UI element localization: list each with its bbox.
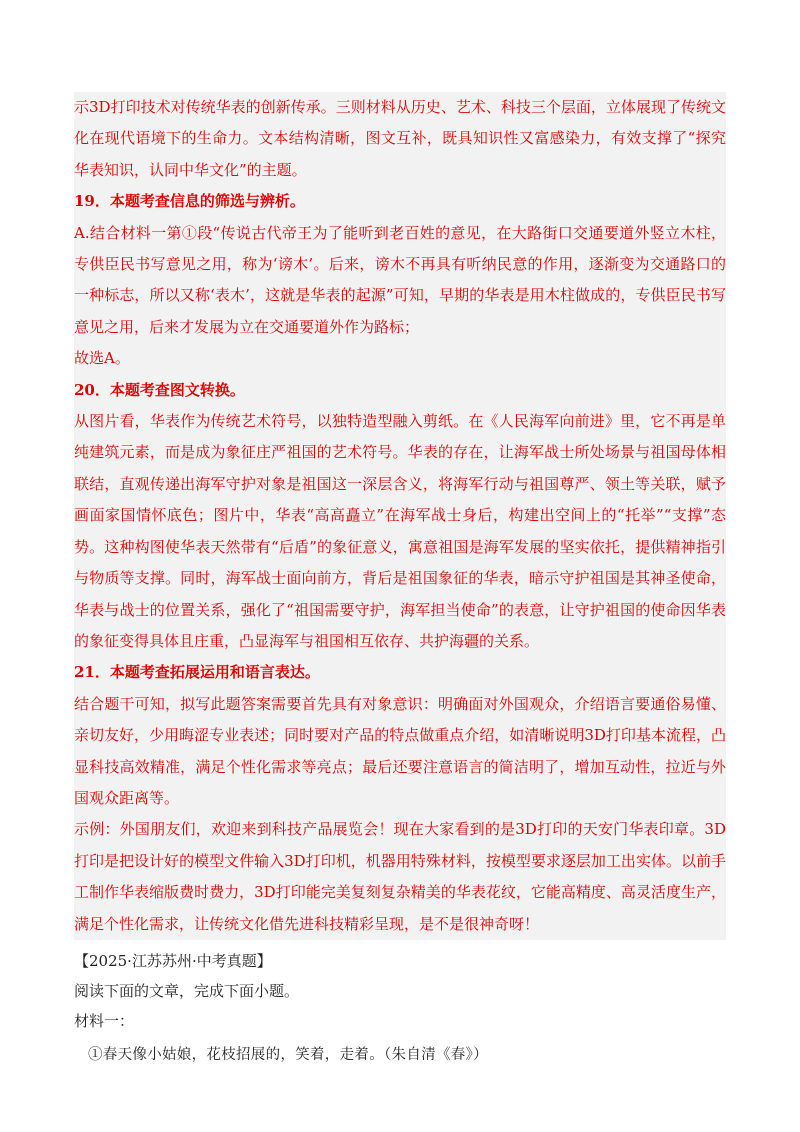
question-19-body: A.结合材料一第①段“传说古代帝王为了能听到老百姓的意见，在大路街口交通要道外竖立木柱，专供臣民书写意见之用，称为‘谤木’。后来，谤木不再具有听纳民意的作用，逐渐变为交通路口的一种标志，所以又称‘表木’，这就是华表的起源”可知，早期的华表是用木柱做成的，专供臣民书写意见之用，后来才发展为立在交通要道外作为路标； xyxy=(74,223,726,336)
question-19-choice: 故选A。 xyxy=(74,349,130,368)
page-content xyxy=(74,92,726,1070)
question-20-body: 从图片看，华表作为传统艺术符号，以独特造型融入剪纸。在《人民海军向前进》里，它不再是单纯建筑元素，而是成为象征庄严祖国的艺术符号。华表的存在，让海军战士所处场景与祖国母体相联结，直观传递出海军守护对象是祖国这一深层含义，将海军行动与祖国尊严、领土等关联，赋予画面家国情怀底色；图片中，华表“高高矗立”在海军战士身后，构建出空间上的“托举”“支撑”态势。这种构图使华表天然带有“后盾”的象征意义，寓意祖国是海军发展的坚实依托，提供精神指引与物质等支撑。同时，海军战士面向前方，背后是祖国象征的华表，暗示守护祖国是其神圣使命，华表与战士的位置关系，强化了“祖国需要守护，海军担当使命”的表意，让守护祖国的使命因华表的象征变得具体且庄重，凸显海军与祖国相互依存、共护海疆的关系。 xyxy=(74,412,726,650)
material-quote-line: ①春天像小姑娘，花枝招展的，笑着，走着。（朱自清《春》） xyxy=(88,1046,488,1063)
question-21-example: 示例：外国朋友们，欢迎来到科技产品展览会！现在大家看到的是3D打印的天安门华表印章。3D打印是把设计好的模型文件输入3D打印机，机器用特殊材料，按模型要求逐层加工出实体。以前手工制作华表缩版费时费力，3D打印能完美复刻复杂精美的华表花纹，它能高精度、高灵活度生产，满足个性化需求，让传统文化借先进科技精彩呈现，是不是很神奇呀！ xyxy=(74,820,726,933)
intro-paragraph: 示3D打印技术对传统华表的创新传承。三则材料从历史、艺术、科技三个层面，立体展现了传统文化在现代语境下的生命力。文本结构清晰，图文互补，既具知识性又富感染力，有效支撑了“探究华表知识，认同中华文化”的主题。 xyxy=(74,98,726,179)
answer-explanation-block xyxy=(74,92,726,940)
material-label: 材料一： xyxy=(74,1011,135,1030)
exam-source-label: 【2025·江苏苏州·中考真题】 xyxy=(74,951,272,970)
question-20-heading: 20．本题考查图文转换。 xyxy=(74,380,245,399)
reading-instruction: 阅读下面的文章，完成下面小题。 xyxy=(74,981,300,1000)
question-21-body: 结合题干可知，拟写此题答案需要首先具有对象意识：明确面对外国观众，介绍语言要通俗易懂、亲切友好，少用晦涩专业表述；同时要对产品的特点做重点介绍，如清晰说明3D打印基本流程，凸显科技高效精准，满足个性化需求等亮点；最后还要注意语言的简洁明了，增加互动性，拉近与外国观众距离等。 xyxy=(74,694,726,807)
question-21-heading: 21．本题考查拓展运用和语言表达。 xyxy=(74,663,320,682)
next-question-section xyxy=(74,946,726,1070)
question-19-heading: 19．本题考查信息的筛选与辨析。 xyxy=(74,192,305,211)
